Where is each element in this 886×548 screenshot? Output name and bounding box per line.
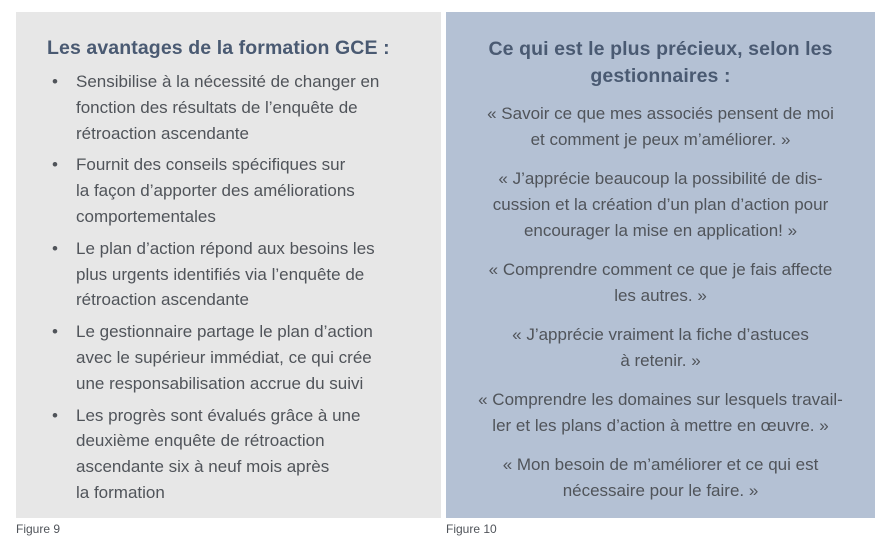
figure-10-caption: Figure 10 bbox=[446, 522, 497, 536]
benefit-text-line: rétroaction ascendante bbox=[76, 123, 249, 143]
benefit-text-line: comportementales bbox=[76, 206, 216, 226]
quotes-list bbox=[446, 101, 875, 517]
benefit-text-line: Fournit des conseils spécifiques sur bbox=[76, 155, 346, 175]
figure-10-panel bbox=[446, 12, 875, 518]
manager-quote bbox=[446, 322, 875, 374]
benefit-text-line: fonction des résultats de l’enquête de bbox=[76, 97, 358, 117]
benefit-item bbox=[16, 236, 441, 313]
bullet-icon: • bbox=[52, 155, 58, 175]
benefit-text-line: Le plan d’action répond aux besoins les bbox=[76, 238, 375, 258]
benefits-list bbox=[16, 69, 441, 512]
quote-text-line: encourager la mise en application! » bbox=[523, 220, 798, 240]
benefit-text-line: une responsabilisation accrue du suivi bbox=[76, 373, 364, 393]
quote-text-line: « Mon besoin de m’améliorer et ce qui est bbox=[502, 455, 819, 475]
figure-9-panel bbox=[16, 12, 441, 518]
benefit-text-line: Le gestionnaire partage le plan d’action bbox=[76, 322, 373, 342]
benefit-text-line: la façon d’apporter des améliorations bbox=[76, 181, 355, 201]
figure-9-caption: Figure 9 bbox=[16, 522, 61, 536]
benefits-heading: Les avantages de la formation GCE : bbox=[47, 37, 390, 59]
quote-text-line: nécessaire pour le faire. » bbox=[562, 481, 759, 501]
quote-text-line: « J’apprécie beaucoup la possibilité de dis- bbox=[498, 169, 823, 189]
benefit-text-line: avec le supérieur immédiat, ce qui crée bbox=[76, 347, 372, 367]
benefit-text-line: Les progrès sont évalués grâce à une bbox=[76, 405, 361, 425]
benefit-text-line: rétroaction ascendante bbox=[76, 290, 249, 310]
manager-quote bbox=[446, 257, 875, 309]
quote-text-line: « Savoir ce que mes associés pensent de moi bbox=[487, 104, 834, 123]
benefit-text-line: Sensibilise à la nécessité de changer en bbox=[76, 72, 380, 91]
quote-text-line: ler et les plans d’action à mettre en œuvre. » bbox=[492, 415, 829, 435]
benefit-item bbox=[16, 69, 441, 146]
benefit-item bbox=[16, 152, 441, 229]
bullet-icon: • bbox=[52, 322, 58, 342]
manager-quote bbox=[446, 166, 875, 243]
bullet-icon: • bbox=[52, 238, 58, 258]
quote-text-line: à retenir. » bbox=[620, 350, 701, 370]
manager-quotes-heading bbox=[446, 36, 875, 90]
benefit-item bbox=[16, 319, 441, 396]
quote-text-line: cussion et la création d’un plan d’action pour bbox=[492, 194, 829, 214]
manager-quote bbox=[446, 387, 875, 439]
benefit-text-line: deuxième enquête de rétroaction bbox=[76, 431, 325, 451]
quote-text-line: « Comprendre les domaines sur lesquels travail- bbox=[478, 390, 843, 410]
benefit-text-line: la formation bbox=[76, 482, 165, 502]
heading-line: Ce qui est le plus précieux, selon les bbox=[488, 38, 833, 60]
benefit-text-line: ascendante six à neuf mois après bbox=[76, 457, 330, 477]
heading-line: gestionnaires : bbox=[590, 65, 731, 87]
benefit-item bbox=[16, 403, 441, 506]
bullet-icon: • bbox=[52, 72, 58, 91]
quote-text-line: « Comprendre comment ce que je fais affecte bbox=[488, 259, 833, 279]
manager-quote bbox=[446, 452, 875, 504]
quote-text-line: et comment je peux m’améliorer. » bbox=[530, 129, 791, 149]
benefit-text-line: plus urgents identifiés via l’enquête de bbox=[76, 264, 365, 284]
manager-quote bbox=[446, 101, 875, 153]
quote-text-line: « J’apprécie vraiment la fiche d’astuces bbox=[512, 325, 809, 345]
bullet-icon: • bbox=[52, 405, 58, 425]
quote-text-line: les autres. » bbox=[614, 285, 707, 305]
